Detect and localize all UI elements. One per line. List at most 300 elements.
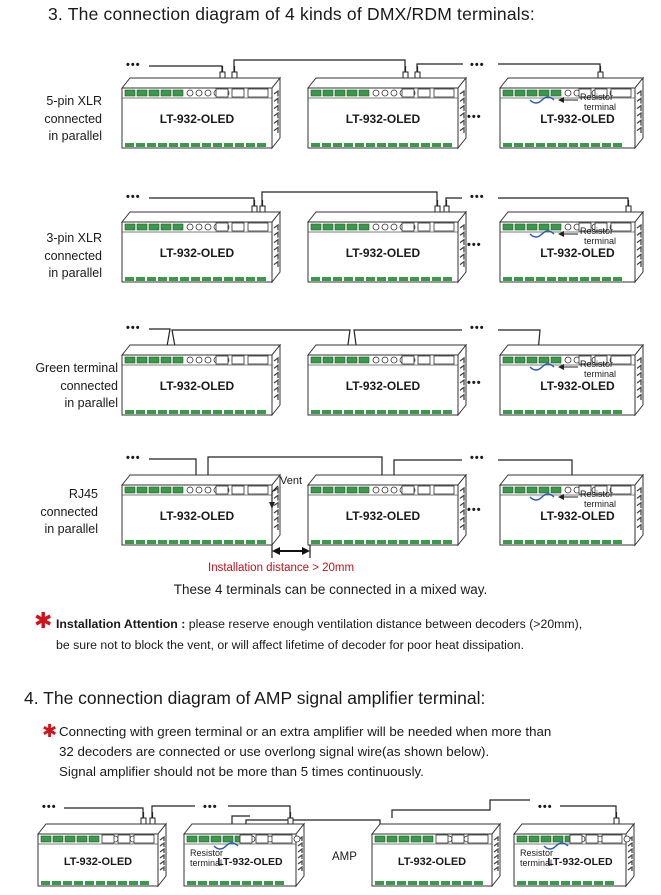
device-model-label: LT-932-OLED xyxy=(345,246,421,260)
output-terminal xyxy=(180,410,189,414)
output-terminal xyxy=(322,410,331,414)
green-terminal-block xyxy=(323,357,333,363)
rj45-port xyxy=(232,486,244,494)
status-led xyxy=(382,224,388,230)
resistor-label: terminal xyxy=(584,102,617,112)
green-terminal-block xyxy=(423,836,433,842)
status-led xyxy=(565,487,571,493)
output-terminal xyxy=(536,277,545,281)
output-terminal xyxy=(377,143,386,147)
decoder-device xyxy=(308,475,466,545)
ellipsis-icon: ••• xyxy=(126,322,141,334)
output-terminal xyxy=(547,277,556,281)
signal-cable xyxy=(234,60,405,72)
resistor-label: terminal xyxy=(190,858,223,868)
output-terminal xyxy=(202,410,211,414)
green-terminal-block xyxy=(323,224,333,230)
status-led xyxy=(382,90,388,96)
output-terminal xyxy=(231,881,240,885)
status-led xyxy=(373,357,379,363)
output-terminal xyxy=(147,143,156,147)
status-led xyxy=(196,357,202,363)
device-model-label: LT-932-OLED xyxy=(345,379,421,393)
xlr-port xyxy=(434,223,454,231)
output-terminal xyxy=(377,410,386,414)
output-terminal xyxy=(311,143,320,147)
output-terminal xyxy=(602,540,611,544)
decoder-device xyxy=(372,824,500,886)
device-model-label: LT-932-OLED xyxy=(159,112,235,126)
output-terminal xyxy=(591,540,600,544)
signal-cable xyxy=(498,460,572,477)
green-terminal-block xyxy=(347,487,357,493)
status-led xyxy=(373,224,379,230)
output-terminal xyxy=(209,881,218,885)
status-led xyxy=(187,357,193,363)
device-top-face xyxy=(38,824,166,834)
device-side-face xyxy=(458,475,466,545)
output-terminal xyxy=(594,881,603,885)
output-terminal xyxy=(569,277,578,281)
status-led xyxy=(205,90,211,96)
device-top-face xyxy=(122,212,280,222)
asterisk-icon: ✱ xyxy=(42,721,58,741)
ellipsis-icon: ••• xyxy=(467,239,482,251)
output-terminal xyxy=(580,410,589,414)
output-terminal xyxy=(333,143,342,147)
device-side-face xyxy=(272,78,280,148)
output-terminal xyxy=(202,540,211,544)
green-terminal-block xyxy=(359,487,369,493)
output-terminal xyxy=(432,410,441,414)
xlr-port xyxy=(602,835,622,843)
output-terminal xyxy=(375,881,384,885)
rj45-port xyxy=(570,835,582,843)
output-terminal xyxy=(191,277,200,281)
green-terminal-block xyxy=(387,836,397,842)
rj45-port xyxy=(402,356,414,364)
output-terminal xyxy=(388,410,397,414)
output-terminal xyxy=(213,410,222,414)
green-terminal-block xyxy=(173,224,183,230)
output-terminal xyxy=(213,540,222,544)
green-terminal-block xyxy=(137,487,147,493)
output-terminal xyxy=(547,143,556,147)
output-terminal xyxy=(443,277,452,281)
output-terminal xyxy=(333,277,342,281)
output-terminal xyxy=(311,410,320,414)
amp-note-line1: Connecting with green terminal or an extra amplifier will be needed when more than xyxy=(59,724,552,739)
output-terminal xyxy=(399,143,408,147)
green-terminal-block xyxy=(335,224,345,230)
output-terminal xyxy=(443,540,452,544)
rj45-port xyxy=(216,356,228,364)
output-terminal xyxy=(572,881,581,885)
output-terminal xyxy=(107,881,116,885)
output-terminal xyxy=(202,143,211,147)
green-terminal-block xyxy=(125,90,135,96)
decoder-device xyxy=(122,78,280,148)
output-terminal xyxy=(525,410,534,414)
xlr-port xyxy=(434,486,454,494)
green-terminal-block xyxy=(527,224,537,230)
device-top-face xyxy=(308,475,466,485)
output-terminal xyxy=(213,143,222,147)
device-model-label: LT-932-OLED xyxy=(63,856,133,868)
rj45-port xyxy=(240,835,252,843)
output-terminal xyxy=(52,881,61,885)
decoder-device xyxy=(308,212,466,282)
output-terminal xyxy=(235,277,244,281)
signal-cable xyxy=(392,800,530,818)
xlr-port xyxy=(134,835,154,843)
green-terminal-block xyxy=(539,487,549,493)
output-terminal xyxy=(125,410,134,414)
green-terminal-block xyxy=(515,224,525,230)
output-terminal xyxy=(140,881,149,885)
output-terminal xyxy=(136,540,145,544)
resistor-label: terminal xyxy=(584,236,617,246)
output-terminal xyxy=(63,881,72,885)
green-terminal-block xyxy=(149,224,159,230)
status-led xyxy=(373,90,379,96)
status-led xyxy=(382,487,388,493)
green-terminal-block xyxy=(539,90,549,96)
green-terminal-block xyxy=(551,90,561,96)
device-top-face xyxy=(122,475,280,485)
output-terminal xyxy=(441,881,450,885)
ellipsis-icon: ••• xyxy=(467,111,482,123)
ellipsis-icon: ••• xyxy=(126,191,141,203)
output-terminal xyxy=(605,881,614,885)
rj45-port xyxy=(452,835,464,843)
mixed-way-note: These 4 terminals can be connected in a mixed way. xyxy=(173,582,488,597)
output-terminal xyxy=(242,881,251,885)
output-terminal xyxy=(377,277,386,281)
output-terminal xyxy=(158,410,167,414)
device-model-label: LT-932-OLED xyxy=(540,379,615,393)
amp-note-line3: Signal amplifier should not be more than 5 times continuously. xyxy=(59,764,424,779)
device-top-face xyxy=(184,824,304,834)
output-terminal xyxy=(147,410,156,414)
signal-cable xyxy=(446,198,462,206)
output-terminal xyxy=(432,540,441,544)
output-terminal xyxy=(602,410,611,414)
output-terminal xyxy=(213,277,222,281)
green-terminal-block xyxy=(527,487,537,493)
output-terminal xyxy=(408,881,417,885)
signal-cable xyxy=(394,460,462,477)
xlr-port xyxy=(611,356,631,364)
decoder-device xyxy=(500,78,643,148)
decoder-device xyxy=(122,475,280,545)
output-terminal xyxy=(333,540,342,544)
device-model-label: LT-932-OLED xyxy=(159,509,235,523)
output-terminal xyxy=(253,881,262,885)
status-led xyxy=(187,224,193,230)
row-label-green-terminal: Green terminal connected in parallel xyxy=(35,361,118,410)
device-top-face xyxy=(308,78,466,88)
output-terminal xyxy=(547,540,556,544)
output-terminal xyxy=(366,277,375,281)
output-terminal xyxy=(322,143,331,147)
output-terminal xyxy=(550,881,559,885)
asterisk-icon: ✱ xyxy=(34,608,53,633)
device-model-label: LT-932-OLED xyxy=(540,509,615,523)
amp-label: AMP xyxy=(332,851,357,863)
resistor-label: Resistor xyxy=(580,489,614,499)
status-led xyxy=(196,487,202,493)
device-top-face xyxy=(308,345,466,355)
output-terminal xyxy=(147,540,156,544)
decoder-device xyxy=(500,212,643,282)
green-terminal-block xyxy=(149,357,159,363)
status-led xyxy=(196,90,202,96)
ellipsis-icon: ••• xyxy=(203,801,218,813)
output-terminal xyxy=(311,277,320,281)
green-terminal-block xyxy=(311,224,321,230)
output-terminal xyxy=(125,277,134,281)
output-terminal xyxy=(613,540,622,544)
device-top-face xyxy=(514,824,634,834)
green-terminal-block xyxy=(517,836,527,842)
output-terminal xyxy=(583,881,592,885)
device-model-label: LT-932-OLED xyxy=(159,246,235,260)
status-led xyxy=(187,90,193,96)
xlr-port xyxy=(468,835,488,843)
green-terminal-block xyxy=(551,487,561,493)
output-terminal xyxy=(399,410,408,414)
green-terminal-block xyxy=(359,224,369,230)
green-terminal-block xyxy=(503,224,513,230)
output-terminal xyxy=(525,540,534,544)
attention-line1: please reserve enough ventilation distance between decoders (>20mm), xyxy=(188,617,583,631)
output-terminal xyxy=(257,540,266,544)
green-terminal-block xyxy=(77,836,87,842)
status-led xyxy=(624,836,630,842)
resistor-label: terminal xyxy=(520,858,553,868)
ellipsis-icon: ••• xyxy=(470,322,485,334)
xlr-port xyxy=(248,89,268,97)
green-terminal-block xyxy=(411,836,421,842)
output-terminal xyxy=(528,881,537,885)
output-terminal xyxy=(169,540,178,544)
green-terminal-block xyxy=(223,836,233,842)
output-terminal xyxy=(180,540,189,544)
row-label-rj45: RJ45 connected in parallel xyxy=(40,487,98,536)
decoder-device xyxy=(38,824,166,886)
output-terminal xyxy=(191,410,200,414)
green-terminal-block xyxy=(335,90,345,96)
output-terminal xyxy=(569,410,578,414)
output-terminal xyxy=(355,410,364,414)
output-terminal xyxy=(503,143,512,147)
output-terminal xyxy=(591,410,600,414)
signal-cable xyxy=(152,806,195,818)
status-led xyxy=(391,90,397,96)
green-terminal-block xyxy=(335,357,345,363)
green-terminal-block xyxy=(89,836,99,842)
green-terminal-block xyxy=(311,487,321,493)
output-terminal xyxy=(613,143,622,147)
output-terminal xyxy=(366,540,375,544)
green-terminal-block xyxy=(399,836,409,842)
output-terminal xyxy=(191,143,200,147)
signal-cable xyxy=(208,457,382,477)
device-model-label: LT-932-OLED xyxy=(345,509,421,523)
installation-distance-label: Installation distance > 20mm xyxy=(208,562,355,574)
signal-cable xyxy=(560,806,616,818)
signal-cable xyxy=(417,64,463,72)
section3-heading: 3. The connection diagram of 4 kinds of DMX/RDM terminals: xyxy=(48,4,535,24)
rj45-port xyxy=(256,835,268,843)
green-terminal-block xyxy=(539,224,549,230)
output-terminal xyxy=(74,881,83,885)
output-terminal xyxy=(430,881,439,885)
green-terminal-block xyxy=(323,90,333,96)
device-model-label: LT-932-OLED xyxy=(547,856,613,868)
output-terminal xyxy=(187,881,196,885)
green-terminal-block xyxy=(149,90,159,96)
green-terminal-block xyxy=(161,90,171,96)
ellipsis-icon: ••• xyxy=(126,59,141,71)
green-terminal-block xyxy=(211,836,221,842)
device-side-face xyxy=(635,212,643,282)
device-side-face xyxy=(158,824,166,886)
output-terminal xyxy=(613,277,622,281)
resistor-label: Resistor xyxy=(190,848,224,858)
decoder-device xyxy=(122,345,280,415)
decoder-device xyxy=(500,475,643,545)
status-led xyxy=(205,224,211,230)
rj45-port xyxy=(232,89,244,97)
device-top-face xyxy=(308,212,466,222)
output-terminal xyxy=(180,143,189,147)
output-terminal xyxy=(591,143,600,147)
signal-cable xyxy=(149,66,222,72)
output-terminal xyxy=(514,410,523,414)
green-terminal-block xyxy=(137,90,147,96)
resistor-label: Resistor xyxy=(580,359,614,369)
output-terminal xyxy=(503,277,512,281)
output-terminal xyxy=(547,410,556,414)
green-terminal-block xyxy=(125,487,135,493)
output-terminal xyxy=(517,881,526,885)
status-led xyxy=(565,357,571,363)
output-terminal xyxy=(224,277,233,281)
output-terminal xyxy=(136,277,145,281)
device-side-face xyxy=(272,345,280,415)
xlr-port xyxy=(248,486,268,494)
decoder-device xyxy=(122,212,280,282)
output-terminal xyxy=(525,143,534,147)
status-led xyxy=(187,487,193,493)
ellipsis-icon: ••• xyxy=(467,377,482,389)
amp-note-line2: 32 decoders are connected or use overlong signal wire(as shown below). xyxy=(59,744,490,759)
output-terminal xyxy=(246,143,255,147)
output-terminal xyxy=(536,410,545,414)
device-top-face xyxy=(500,345,643,355)
rj45-port xyxy=(402,486,414,494)
output-terminal xyxy=(591,277,600,281)
output-terminal xyxy=(399,540,408,544)
output-terminal xyxy=(366,143,375,147)
device-model-label: LT-932-OLED xyxy=(217,856,283,868)
output-terminal xyxy=(569,540,578,544)
green-terminal-block xyxy=(539,357,549,363)
output-terminal xyxy=(613,410,622,414)
green-terminal-block xyxy=(347,224,357,230)
xlr-port xyxy=(272,835,292,843)
installation-attention xyxy=(34,608,656,658)
xlr-port xyxy=(611,486,631,494)
green-terminal-block xyxy=(161,357,171,363)
output-terminal xyxy=(503,540,512,544)
output-terminal xyxy=(158,277,167,281)
green-terminal-block xyxy=(161,224,171,230)
output-terminal xyxy=(344,143,353,147)
output-terminal xyxy=(191,540,200,544)
output-terminal xyxy=(311,540,320,544)
output-terminal xyxy=(235,410,244,414)
output-terminal xyxy=(180,277,189,281)
green-terminal-block xyxy=(65,836,75,842)
status-led xyxy=(373,487,379,493)
output-terminal xyxy=(602,143,611,147)
output-terminal xyxy=(558,540,567,544)
resistor-label: Resistor xyxy=(580,92,614,102)
rj45-port xyxy=(402,223,414,231)
output-terminal xyxy=(514,143,523,147)
status-led xyxy=(205,357,211,363)
output-terminal xyxy=(220,881,229,885)
ellipsis-icon: ••• xyxy=(467,504,482,516)
output-terminal xyxy=(118,881,127,885)
ellipsis-icon: ••• xyxy=(470,191,485,203)
status-led xyxy=(205,487,211,493)
status-led xyxy=(565,224,571,230)
output-terminal xyxy=(474,881,483,885)
arrow-head-icon xyxy=(302,547,310,555)
green-terminal-block xyxy=(551,224,561,230)
device-side-face xyxy=(272,475,280,545)
device-top-face xyxy=(500,475,643,485)
output-terminal xyxy=(41,881,50,885)
rj45-port xyxy=(102,835,114,843)
section4-heading: 4. The connection diagram of AMP signal amplifier terminal: xyxy=(24,688,486,708)
rj45-port xyxy=(216,486,228,494)
device-side-face xyxy=(635,475,643,545)
ellipsis-icon: ••• xyxy=(538,801,553,813)
green-terminal-block xyxy=(359,357,369,363)
output-terminal xyxy=(264,881,273,885)
output-terminal xyxy=(344,277,353,281)
green-terminal-block xyxy=(137,224,147,230)
output-terminal xyxy=(377,540,386,544)
output-terminal xyxy=(410,143,419,147)
device-side-face xyxy=(492,824,500,886)
device-side-face xyxy=(635,345,643,415)
green-terminal-block xyxy=(359,90,369,96)
output-terminal xyxy=(525,277,534,281)
green-terminal-block xyxy=(515,487,525,493)
signal-cable xyxy=(64,808,143,818)
output-terminal xyxy=(169,410,178,414)
device-side-face xyxy=(458,78,466,148)
output-terminal xyxy=(558,143,567,147)
attention-title: Installation Attention : xyxy=(56,617,186,631)
output-terminal xyxy=(158,143,167,147)
